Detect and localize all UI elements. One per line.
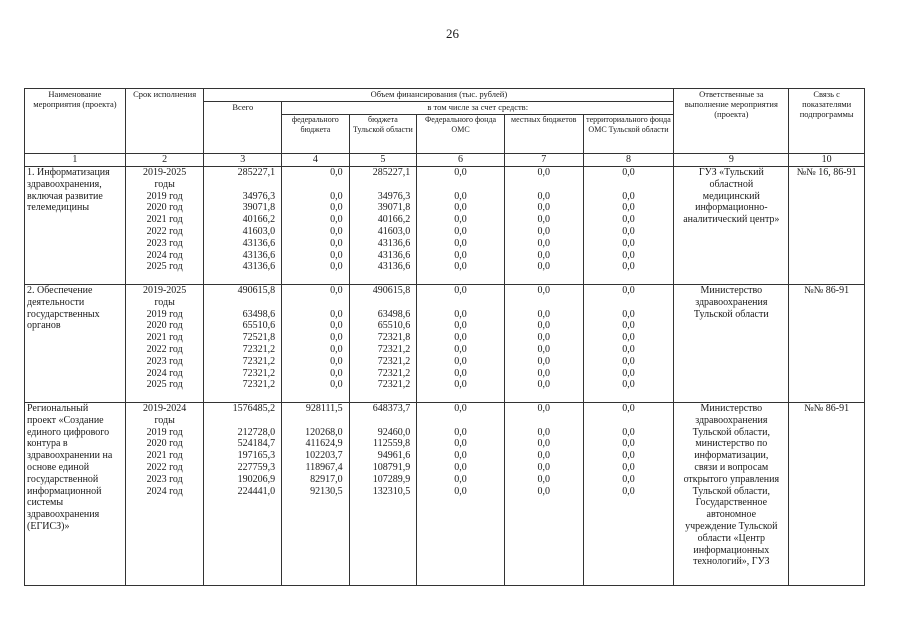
value-line: 63498,6: [377, 308, 411, 320]
value-line: 0,0: [330, 225, 343, 237]
federal-oms-list-cell: [417, 403, 505, 586]
value-line: 285227,1: [237, 167, 276, 178]
value-line: 0,0: [330, 214, 343, 226]
value-line: 2019 год: [146, 190, 183, 202]
value-line: 0,0: [537, 450, 550, 462]
value-line: [284, 179, 347, 191]
value-line: 0,0: [622, 225, 635, 237]
value-line: [352, 297, 415, 309]
value-line: 0,0: [330, 167, 343, 178]
measure-name: 2. Обеспечение деятельности государственных органов: [25, 285, 126, 403]
value-line: 0,0: [622, 190, 635, 202]
value-line: 43136,6: [377, 237, 411, 249]
value-line: 0,0: [330, 379, 343, 391]
value-line: 2024 год: [146, 485, 183, 497]
value-line: 2022 год: [146, 461, 183, 473]
value-line: 0,0: [454, 461, 467, 473]
value-line: 0,0: [454, 450, 467, 462]
value-line: [586, 415, 672, 427]
value-line: 72321,2: [242, 379, 276, 391]
value-line: 1576485,2: [232, 403, 276, 414]
value-line: 0,0: [330, 332, 343, 344]
column-number: 3: [204, 154, 282, 167]
measure-name: Региональный проект «Создание единого цифрового контура в здравоохранении на основе единой государственной информационной системы здравоохранения (ЕГИСЗ)»: [25, 403, 126, 586]
value-line: [586, 297, 672, 309]
value-line: 0,0: [454, 343, 467, 355]
value-line: 0,0: [622, 438, 635, 450]
value-line: [206, 297, 279, 309]
value-line: 120268,0: [305, 426, 343, 438]
value-line: 0,0: [454, 249, 467, 261]
federal-oms-list-cell: [417, 167, 505, 285]
header-local-budgets: местных бюджетов: [504, 115, 583, 154]
value-line: 0,0: [622, 473, 635, 485]
value-line: 92460,0: [377, 426, 411, 438]
value-line: [284, 297, 347, 309]
value-line: 0,0: [622, 403, 635, 414]
indicator-link-cell: №№ 86-91: [789, 403, 865, 586]
federal-budget-list-cell: [282, 167, 350, 285]
value-line: 0,0: [622, 355, 635, 367]
value-line: 0,0: [454, 485, 467, 497]
page-number: 26: [446, 26, 459, 41]
value-line: 72321,2: [377, 379, 411, 391]
value-line: 212728,0: [237, 426, 276, 438]
value-line: 72321,2: [242, 367, 276, 379]
value-line: 0,0: [454, 261, 467, 273]
value-line: 2021 год: [146, 450, 183, 462]
value-line: 648373,7: [372, 403, 411, 414]
value-line: 41603,0: [242, 225, 276, 237]
value-line: 2019 год: [146, 308, 183, 320]
value-line: 0,0: [537, 426, 550, 438]
indicator-link-cell: №№ 16, 86-91: [789, 167, 865, 285]
value-line: 227759,3: [237, 461, 276, 473]
value-line: [586, 179, 672, 191]
value-line: 0,0: [454, 403, 467, 414]
responsible-cell: Министерство здравоохранения Тульской области: [674, 285, 789, 403]
value-line: 0,0: [454, 320, 467, 332]
value-line: 0,0: [330, 202, 343, 214]
value-line: 102203,7: [305, 450, 343, 462]
value-line: 0,0: [622, 485, 635, 497]
value-line: 0,0: [330, 237, 343, 249]
local-budgets-list-cell: [504, 403, 583, 586]
header-period: Срок исполнения: [125, 89, 204, 154]
value-line: 0,0: [330, 308, 343, 320]
value-line: [419, 297, 502, 309]
header-federal-budget: федерального бюджета: [282, 115, 350, 154]
header-total: Всего: [204, 102, 282, 154]
value-line: 0,0: [537, 473, 550, 485]
value-line: [507, 415, 581, 427]
value-line: 0,0: [622, 461, 635, 473]
value-line: 2019-2025: [142, 167, 187, 178]
value-line: 0,0: [454, 426, 467, 438]
column-number-row: [25, 154, 865, 167]
column-number: 1: [25, 154, 126, 167]
value-line: 65510,6: [377, 320, 411, 332]
period-list-cell: [125, 167, 204, 285]
value-line: 43136,6: [242, 237, 276, 249]
value-line: 2021 год: [146, 332, 183, 344]
value-line: 0,0: [330, 343, 343, 355]
value-line: 0,0: [622, 261, 635, 273]
value-line: 63498,6: [242, 308, 276, 320]
value-line: 0,0: [622, 320, 635, 332]
value-line: 39071,8: [242, 202, 276, 214]
value-line: 72321,2: [242, 343, 276, 355]
local-budgets-list-cell: [504, 167, 583, 285]
value-line: 0,0: [622, 332, 635, 344]
value-line: 0,0: [537, 367, 550, 379]
value-line: 0,0: [622, 367, 635, 379]
value-line: 0,0: [454, 308, 467, 320]
value-line: 0,0: [537, 332, 550, 344]
value-line: 0,0: [454, 332, 467, 344]
value-line: 0,0: [454, 473, 467, 485]
period-list-cell: [125, 403, 204, 586]
column-number: 10: [789, 154, 865, 167]
column-number: 2: [125, 154, 204, 167]
value-line: [419, 179, 502, 191]
value-line: [352, 179, 415, 191]
regional-budget-list-cell: [349, 167, 417, 285]
value-line: 65510,6: [242, 320, 276, 332]
header-including: в том числе за счет средств:: [282, 102, 674, 115]
value-line: 524184,7: [237, 438, 276, 450]
value-line: 411624,9: [305, 438, 343, 450]
value-line: 0,0: [537, 190, 550, 202]
value-line: 2023 год: [146, 355, 183, 367]
value-line: 2019-2024: [142, 403, 187, 414]
value-line: 72321,2: [377, 367, 411, 379]
value-line: 0,0: [622, 285, 635, 296]
column-number: 9: [674, 154, 789, 167]
value-line: 72321,2: [242, 355, 276, 367]
column-number: 5: [349, 154, 417, 167]
value-line: 0,0: [537, 225, 550, 237]
header-territorial-oms: территориального фонда ОМС Тульской области: [583, 115, 674, 154]
value-line: [284, 415, 347, 427]
value-line: 0,0: [330, 320, 343, 332]
value-line: 0,0: [454, 214, 467, 226]
value-line: 2024 год: [146, 367, 183, 379]
value-line: 0,0: [537, 403, 550, 414]
header-name: Наименование мероприятия (проекта): [25, 89, 126, 154]
value-line: 2022 год: [146, 225, 183, 237]
federal-oms-list-cell: [417, 285, 505, 403]
value-line: 0,0: [537, 214, 550, 226]
table-row: [25, 403, 865, 586]
value-line: 0,0: [537, 343, 550, 355]
territorial-oms-list-cell: [583, 167, 674, 285]
value-line: годы: [154, 296, 175, 308]
value-line: 94961,6: [377, 450, 411, 462]
value-line: [419, 415, 502, 427]
value-line: 2020 год: [146, 202, 183, 214]
value-line: 0,0: [537, 261, 550, 273]
value-line: 0,0: [537, 285, 550, 296]
value-line: 0,0: [454, 190, 467, 202]
header-link: Связь с показателями подпрограммы: [789, 89, 865, 154]
value-line: 0,0: [622, 308, 635, 320]
value-line: 0,0: [330, 367, 343, 379]
value-line: 40166,2: [377, 214, 411, 226]
value-line: 0,0: [454, 237, 467, 249]
value-line: 0,0: [454, 438, 467, 450]
value-line: 0,0: [454, 225, 467, 237]
value-line: 928111,5: [305, 403, 343, 414]
value-line: 2019 год: [146, 426, 183, 438]
value-line: 285227,1: [372, 167, 411, 178]
value-line: 0,0: [622, 379, 635, 391]
value-line: [352, 415, 415, 427]
header-regional-budget: бюджета Тульской области: [349, 115, 417, 154]
financing-table: [24, 88, 865, 586]
value-line: 0,0: [330, 249, 343, 261]
value-line: 34976,3: [377, 190, 411, 202]
value-line: 92130,5: [310, 485, 343, 497]
value-line: годы: [154, 178, 175, 190]
value-line: 0,0: [330, 190, 343, 202]
responsible-cell: Министерство здравоохранения Тульской области, министерство по информатизации, связи и вопросам открытого управления Тульской области, Государственное автономное учреждение Тульской области «Центр информационных технологий», ГУЗ: [674, 403, 789, 586]
value-line: 108791,9: [372, 461, 411, 473]
value-line: 0,0: [622, 426, 635, 438]
value-line: 0,0: [537, 249, 550, 261]
value-line: 72321,2: [377, 355, 411, 367]
measure-name: 1. Информатизация здравоохранения, включая развитие телемедицины: [25, 167, 126, 285]
indicator-link-cell: №№ 86-91: [789, 285, 865, 403]
value-line: 43136,6: [377, 249, 411, 261]
value-line: 0,0: [537, 355, 550, 367]
value-line: 2021 год: [146, 214, 183, 226]
federal-budget-list-cell: [282, 285, 350, 403]
value-line: 2025 год: [146, 261, 183, 273]
local-budgets-list-cell: [504, 285, 583, 403]
value-line: 0,0: [622, 249, 635, 261]
value-line: 40166,2: [242, 214, 276, 226]
value-line: [206, 415, 279, 427]
header-federal-oms: Федерального фонда ОМС: [417, 115, 505, 154]
value-line: 39071,8: [377, 202, 411, 214]
value-line: годы: [154, 414, 175, 426]
value-line: 82917,0: [310, 473, 343, 485]
value-line: 0,0: [622, 450, 635, 462]
value-line: 2019-2025: [142, 285, 187, 296]
territorial-oms-list-cell: [583, 403, 674, 586]
table-row: [25, 285, 865, 403]
value-line: 0,0: [537, 461, 550, 473]
value-line: 72321,2: [377, 343, 411, 355]
value-line: 0,0: [537, 379, 550, 391]
column-number: 8: [583, 154, 674, 167]
value-line: 0,0: [537, 438, 550, 450]
header-funding: Объем финансирования (тыс. рублей): [204, 89, 674, 102]
column-number: 6: [417, 154, 505, 167]
value-line: 0,0: [454, 202, 467, 214]
column-number: 4: [282, 154, 350, 167]
period-list-cell: [125, 285, 204, 403]
value-line: 2023 год: [146, 237, 183, 249]
regional-budget-list-cell: [349, 403, 417, 586]
value-line: 2024 год: [146, 249, 183, 261]
value-line: [206, 179, 279, 191]
value-line: 190206,9: [237, 473, 276, 485]
value-line: 112559,8: [373, 438, 411, 450]
value-line: [507, 297, 581, 309]
value-line: 0,0: [330, 261, 343, 273]
value-line: 0,0: [454, 355, 467, 367]
total-list-cell: [204, 285, 282, 403]
value-line: 34976,3: [242, 190, 276, 202]
value-line: 0,0: [622, 167, 635, 178]
value-line: 0,0: [622, 237, 635, 249]
value-line: 43136,6: [377, 261, 411, 273]
value-line: 0,0: [537, 167, 550, 178]
value-line: 490615,8: [237, 285, 276, 296]
value-line: 72521,8: [242, 332, 276, 344]
value-line: 0,0: [537, 320, 550, 332]
total-list-cell: [204, 167, 282, 285]
value-line: 72321,8: [377, 332, 411, 344]
value-line: 0,0: [622, 202, 635, 214]
value-line: 0,0: [537, 308, 550, 320]
value-line: 224441,0: [237, 485, 276, 497]
value-line: 2023 год: [146, 473, 183, 485]
value-line: 490615,8: [372, 285, 411, 296]
value-line: 0,0: [454, 285, 467, 296]
value-line: 0,0: [622, 343, 635, 355]
regional-budget-list-cell: [349, 285, 417, 403]
value-line: 0,0: [454, 167, 467, 178]
value-line: 43136,6: [242, 249, 276, 261]
value-line: [507, 179, 581, 191]
value-line: 132310,5: [372, 485, 411, 497]
federal-budget-list-cell: [282, 403, 350, 586]
value-line: 118967,4: [305, 461, 343, 473]
value-line: 41603,0: [377, 225, 411, 237]
value-line: 0,0: [537, 237, 550, 249]
value-line: 0,0: [454, 367, 467, 379]
territorial-oms-list-cell: [583, 285, 674, 403]
value-line: 2020 год: [146, 320, 183, 332]
value-line: 2022 год: [146, 343, 183, 355]
value-line: 107289,9: [372, 473, 411, 485]
value-line: 0,0: [330, 285, 343, 296]
value-line: 0,0: [330, 355, 343, 367]
value-line: 0,0: [454, 379, 467, 391]
total-list-cell: [204, 403, 282, 586]
table-row: [25, 167, 865, 285]
value-line: 2025 год: [146, 379, 183, 391]
value-line: 43136,6: [242, 261, 276, 273]
value-line: 2020 год: [146, 438, 183, 450]
value-line: 0,0: [537, 485, 550, 497]
value-line: 0,0: [622, 214, 635, 226]
value-line: 0,0: [537, 202, 550, 214]
value-line: 197165,3: [237, 450, 276, 462]
header-responsible: Ответственные за выполнение мероприятия (проекта): [674, 89, 789, 154]
column-number: 7: [504, 154, 583, 167]
responsible-cell: ГУЗ «Тульский областной медицинский информационно- аналитический центр»: [674, 167, 789, 285]
